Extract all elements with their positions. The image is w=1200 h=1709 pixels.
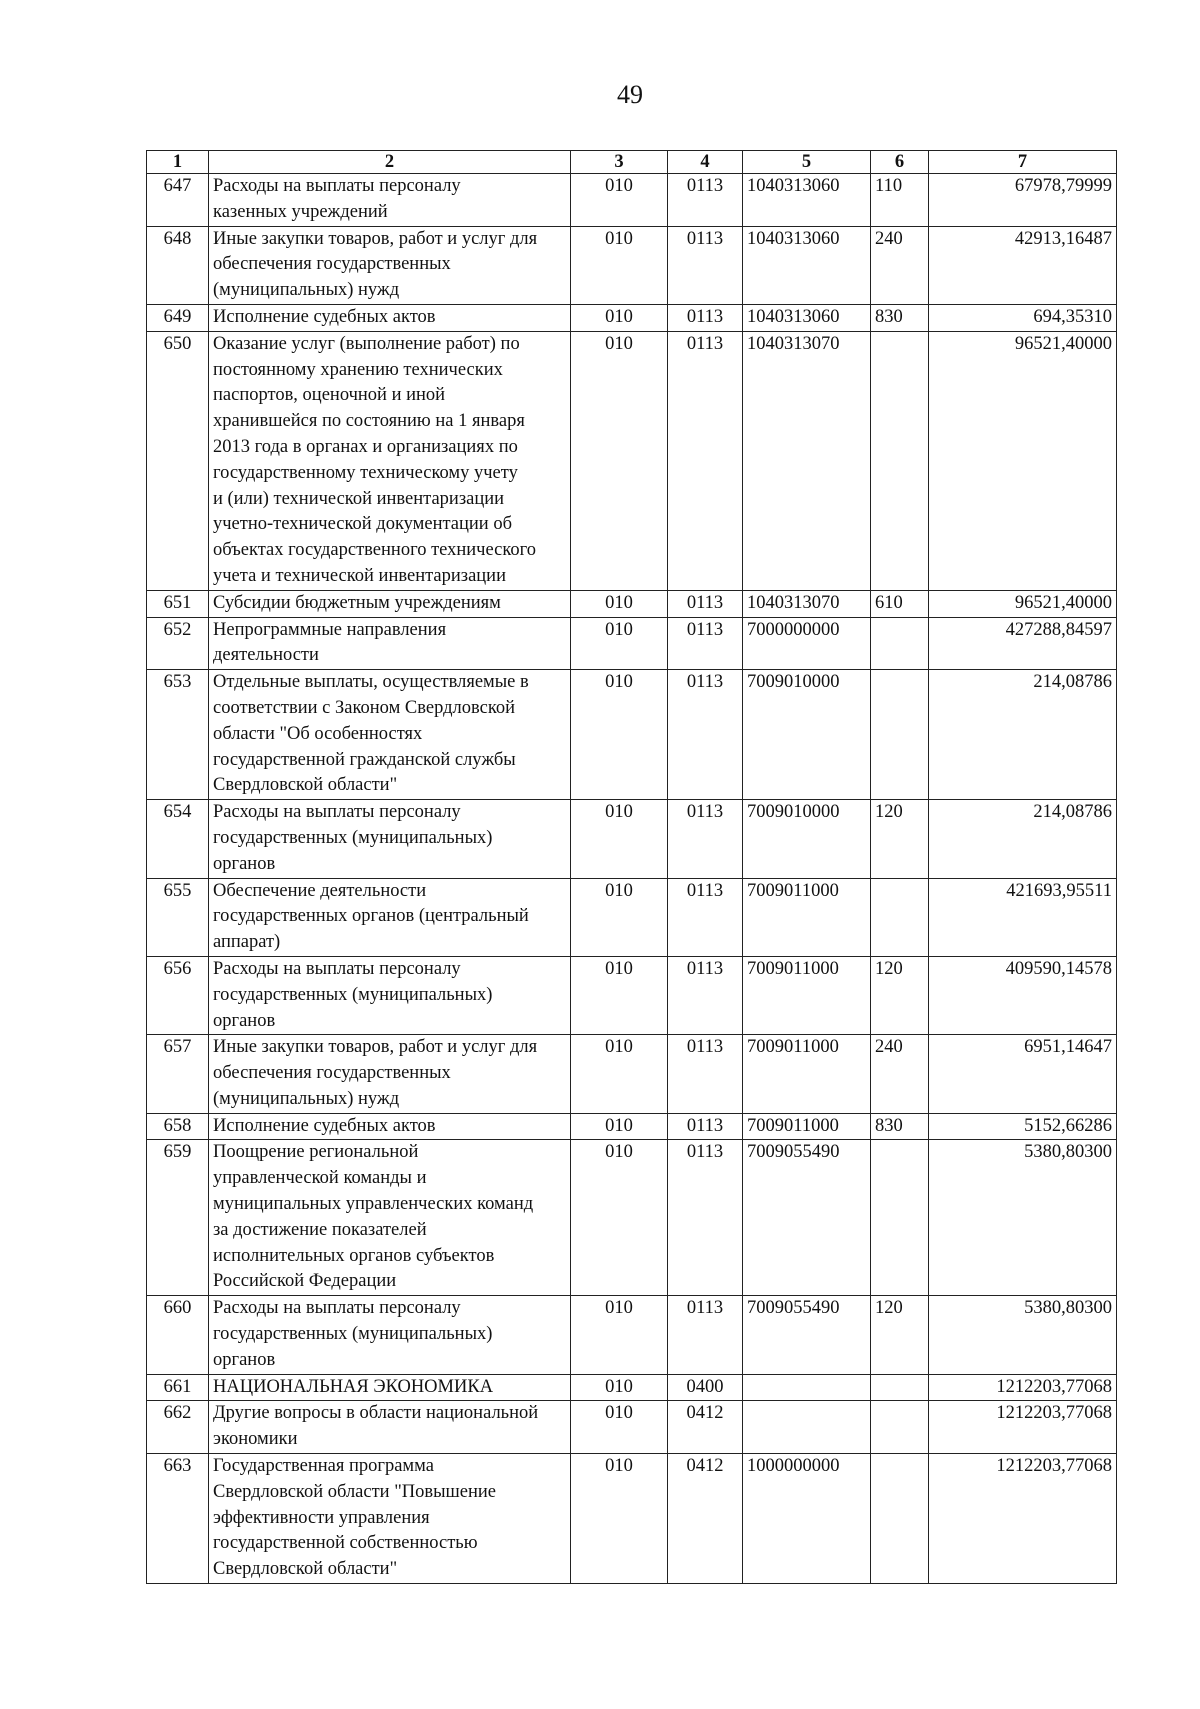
row-name — [209, 1401, 571, 1454]
row-expense-type: 830 — [871, 304, 929, 331]
budget-table — [146, 150, 1117, 1584]
row-name-line: Российской Федерации — [213, 1271, 397, 1292]
table-row — [147, 331, 1117, 590]
row-name-line: соответствии с Законом Свердловской — [213, 697, 516, 718]
row-section-code: 010 — [571, 1401, 668, 1454]
row-expense-type: 110 — [871, 174, 929, 227]
row-name-line: 2013 года в органах и организациях по — [213, 436, 518, 457]
row-expense-type — [871, 1454, 929, 1584]
row-target-code: 7009010000 — [743, 800, 871, 878]
row-name-line: Исполнение судебных актов — [213, 1115, 436, 1136]
row-subsection-code: 0412 — [668, 1401, 743, 1454]
row-number: 650 — [147, 331, 209, 590]
row-name-line: постоянному хранению технических — [213, 359, 503, 380]
row-expense-type: 240 — [871, 1035, 929, 1113]
row-expense-type: 120 — [871, 1296, 929, 1374]
row-subsection-code: 0113 — [668, 1296, 743, 1374]
row-name-line: казенных учреждений — [213, 201, 388, 222]
row-section-code: 010 — [571, 174, 668, 227]
row-target-code: 1000000000 — [743, 1454, 871, 1584]
row-section-code: 010 — [571, 878, 668, 956]
row-expense-type — [871, 331, 929, 590]
row-name-line: органов — [213, 1349, 276, 1370]
row-name — [209, 1140, 571, 1296]
row-sum: 214,08786 — [929, 670, 1117, 800]
row-name — [209, 670, 571, 800]
table-row — [147, 1454, 1117, 1584]
row-name-line: экономики — [213, 1429, 298, 1450]
row-target-code — [743, 1401, 871, 1454]
row-name-line: Иные закупки товаров, работ и услуг для — [213, 228, 538, 249]
row-target-code: 7009011000 — [743, 878, 871, 956]
row-name-line: Расходы на выплаты персоналу — [213, 176, 461, 196]
row-subsection-code: 0113 — [668, 1035, 743, 1113]
row-target-code: 1040313070 — [743, 331, 871, 590]
table-row — [147, 1113, 1117, 1140]
row-name-line: (муниципальных) нужд — [213, 1088, 400, 1109]
header-col-1: 1 — [147, 151, 209, 174]
row-expense-type — [871, 1140, 929, 1296]
table-row — [147, 670, 1117, 800]
row-number: 652 — [147, 617, 209, 670]
table-row — [147, 226, 1117, 304]
row-subsection-code: 0113 — [668, 800, 743, 878]
table-row — [147, 590, 1117, 617]
row-sum: 67978,79999 — [929, 174, 1117, 227]
row-subsection-code: 0113 — [668, 174, 743, 227]
table-row — [147, 1140, 1117, 1296]
row-sum: 421693,95511 — [929, 878, 1117, 956]
row-name — [209, 590, 571, 617]
row-name-line: государственных органов (центральный — [213, 906, 529, 927]
row-target-code: 1040313060 — [743, 174, 871, 227]
row-name-line: объектах государственного технического — [213, 540, 537, 561]
table-row — [147, 1296, 1117, 1374]
row-name-line: Свердловской области" — [213, 775, 398, 796]
row-target-code: 1040313070 — [743, 590, 871, 617]
row-sum: 5380,80300 — [929, 1296, 1117, 1374]
table-row — [147, 1035, 1117, 1113]
row-name-line: Другие вопросы в области национальной — [213, 1403, 539, 1424]
row-section-code: 010 — [571, 1454, 668, 1584]
row-name — [209, 174, 571, 227]
row-section-code: 010 — [571, 331, 668, 590]
row-name-line: муниципальных управленческих команд — [213, 1194, 534, 1215]
row-expense-type: 830 — [871, 1113, 929, 1140]
row-number: 663 — [147, 1454, 209, 1584]
row-name-line: государственной гражданской службы — [213, 749, 516, 770]
row-subsection-code: 0113 — [668, 304, 743, 331]
row-name-line: Обеспечение деятельности — [213, 880, 427, 901]
row-sum: 214,08786 — [929, 800, 1117, 878]
row-name-line: Отдельные выплаты, осуществляемые в — [213, 672, 529, 693]
row-target-code: 7000000000 — [743, 617, 871, 670]
row-name-line: обеспечения государственных — [213, 1063, 451, 1084]
row-number: 658 — [147, 1113, 209, 1140]
row-number: 662 — [147, 1401, 209, 1454]
row-name-line: паспортов, оценочной и иной — [213, 385, 446, 406]
row-target-code: 7009011000 — [743, 1035, 871, 1113]
row-name-line: государственных (муниципальных) — [213, 984, 493, 1005]
row-name-line: исполнительных органов субъектов — [213, 1245, 495, 1266]
row-name-line: государственной собственностью — [213, 1533, 478, 1554]
row-name-line: за достижение показателей — [213, 1219, 427, 1240]
row-subsection-code: 0113 — [668, 1140, 743, 1296]
header-col-7: 7 — [929, 151, 1117, 174]
row-name-line: государственных (муниципальных) — [213, 827, 493, 848]
row-number: 651 — [147, 590, 209, 617]
row-name-line: деятельности — [213, 645, 319, 666]
row-expense-type: 120 — [871, 956, 929, 1034]
row-target-code: 7009011000 — [743, 1113, 871, 1140]
row-subsection-code: 0113 — [668, 878, 743, 956]
row-name-line: государственному техническому учету — [213, 462, 518, 483]
row-name — [209, 956, 571, 1034]
row-sum: 409590,14578 — [929, 956, 1117, 1034]
row-target-code: 1040313060 — [743, 226, 871, 304]
row-name-line: аппарат) — [213, 932, 281, 953]
row-name-line: государственных (муниципальных) — [213, 1324, 493, 1345]
row-subsection-code: 0113 — [668, 226, 743, 304]
row-subsection-code: 0113 — [668, 617, 743, 670]
row-sum: 5380,80300 — [929, 1140, 1117, 1296]
row-target-code: 7009055490 — [743, 1296, 871, 1374]
row-subsection-code: 0113 — [668, 1113, 743, 1140]
row-name-line: Свердловской области "Повышение — [213, 1481, 497, 1502]
header-col-2: 2 — [209, 151, 571, 174]
row-name-line: Непрограммные направления — [213, 619, 447, 640]
row-expense-type: 240 — [871, 226, 929, 304]
row-section-code: 010 — [571, 617, 668, 670]
row-sum: 1212203,77068 — [929, 1401, 1117, 1454]
row-number: 653 — [147, 670, 209, 800]
row-sum: 96521,40000 — [929, 590, 1117, 617]
row-sum: 427288,84597 — [929, 617, 1117, 670]
row-section-code: 010 — [571, 304, 668, 331]
row-number: 647 — [147, 174, 209, 227]
row-expense-type — [871, 1374, 929, 1401]
row-name-line: обеспечения государственных — [213, 254, 451, 275]
row-expense-type — [871, 1401, 929, 1454]
row-name-line: учетно-технической документации об — [213, 514, 512, 535]
header-col-4: 4 — [668, 151, 743, 174]
row-subsection-code: 0400 — [668, 1374, 743, 1401]
row-number: 654 — [147, 800, 209, 878]
row-expense-type — [871, 617, 929, 670]
table-row — [147, 800, 1117, 878]
table-row — [147, 304, 1117, 331]
row-number: 661 — [147, 1374, 209, 1401]
row-section-code: 010 — [571, 670, 668, 800]
row-name-line: органов — [213, 1010, 276, 1031]
row-subsection-code: 0113 — [668, 590, 743, 617]
row-sum: 42913,16487 — [929, 226, 1117, 304]
row-section-code: 010 — [571, 956, 668, 1034]
table-body — [147, 174, 1117, 1584]
row-name-line: и (или) технической инвентаризации — [213, 488, 505, 509]
row-name — [209, 226, 571, 304]
row-name — [209, 617, 571, 670]
row-number: 659 — [147, 1140, 209, 1296]
row-section-code: 010 — [571, 1140, 668, 1296]
row-section-code: 010 — [571, 1296, 668, 1374]
table-row — [147, 1374, 1117, 1401]
table-row — [147, 956, 1117, 1034]
row-name-line: Субсидии бюджетным учреждениям — [213, 592, 501, 613]
row-number: 648 — [147, 226, 209, 304]
row-number: 649 — [147, 304, 209, 331]
row-name-line: НАЦИОНАЛЬНАЯ ЭКОНОМИКА — [213, 1376, 494, 1397]
row-expense-type — [871, 670, 929, 800]
row-name-line: Государственная программа — [213, 1456, 434, 1477]
table-row — [147, 617, 1117, 670]
row-target-code: 7009055490 — [743, 1140, 871, 1296]
header-row — [147, 151, 1117, 174]
row-sum: 1212203,77068 — [929, 1454, 1117, 1584]
row-number: 655 — [147, 878, 209, 956]
row-name-line: Поощрение региональной — [213, 1142, 419, 1163]
row-target-code: 1040313060 — [743, 304, 871, 331]
row-section-code: 010 — [571, 800, 668, 878]
row-section-code: 010 — [571, 226, 668, 304]
row-name-line: Иные закупки товаров, работ и услуг для — [213, 1037, 538, 1058]
table-row — [147, 174, 1117, 227]
header-col-5: 5 — [743, 151, 871, 174]
row-name-line: Расходы на выплаты персоналу — [213, 1298, 461, 1319]
row-sum: 1212203,77068 — [929, 1374, 1117, 1401]
row-name-line: эффективности управления — [213, 1507, 430, 1528]
table-row — [147, 878, 1117, 956]
row-number: 660 — [147, 1296, 209, 1374]
row-name — [209, 1113, 571, 1140]
row-name — [209, 1374, 571, 1401]
row-expense-type: 120 — [871, 800, 929, 878]
row-sum: 96521,40000 — [929, 331, 1117, 590]
row-subsection-code: 0113 — [668, 670, 743, 800]
row-expense-type — [871, 878, 929, 956]
row-name-line: Оказание услуг (выполнение работ) по — [213, 333, 520, 354]
row-name — [209, 1454, 571, 1584]
row-name — [209, 1296, 571, 1374]
row-number: 657 — [147, 1035, 209, 1113]
row-expense-type: 610 — [871, 590, 929, 617]
row-subsection-code: 0113 — [668, 331, 743, 590]
row-name-line: хранившейся по состоянию на 1 января — [213, 411, 525, 432]
row-target-code: 7009010000 — [743, 670, 871, 800]
row-name-line: области "Об особенностях — [213, 723, 423, 744]
row-name-line: органов — [213, 853, 276, 874]
row-section-code: 010 — [571, 1113, 668, 1140]
row-name-line: Свердловской области" — [213, 1559, 398, 1580]
row-section-code: 010 — [571, 590, 668, 617]
page-number: 49 — [617, 80, 643, 109]
row-target-code: 7009011000 — [743, 956, 871, 1034]
row-name-line: Расходы на выплаты персоналу — [213, 802, 461, 823]
row-name-line: учета и технической инвентаризации — [213, 565, 506, 586]
row-sum: 6951,14647 — [929, 1035, 1117, 1113]
row-name — [209, 331, 571, 590]
row-section-code: 010 — [571, 1374, 668, 1401]
row-name-line: управленческой команды и — [213, 1168, 427, 1189]
row-sum: 5152,66286 — [929, 1113, 1117, 1140]
header-col-3: 3 — [571, 151, 668, 174]
row-subsection-code: 0412 — [668, 1454, 743, 1584]
row-name — [209, 1035, 571, 1113]
header-col-6: 6 — [871, 151, 929, 174]
row-number: 656 — [147, 956, 209, 1034]
row-name — [209, 304, 571, 331]
row-section-code: 010 — [571, 1035, 668, 1113]
row-subsection-code: 0113 — [668, 956, 743, 1034]
row-target-code — [743, 1374, 871, 1401]
row-name — [209, 878, 571, 956]
row-name-line: Исполнение судебных актов — [213, 306, 436, 327]
row-name-line: Расходы на выплаты персоналу — [213, 958, 461, 979]
row-sum: 694,35310 — [929, 304, 1117, 331]
table-row — [147, 1401, 1117, 1454]
row-name-line: (муниципальных) нужд — [213, 280, 400, 301]
row-name — [209, 800, 571, 878]
